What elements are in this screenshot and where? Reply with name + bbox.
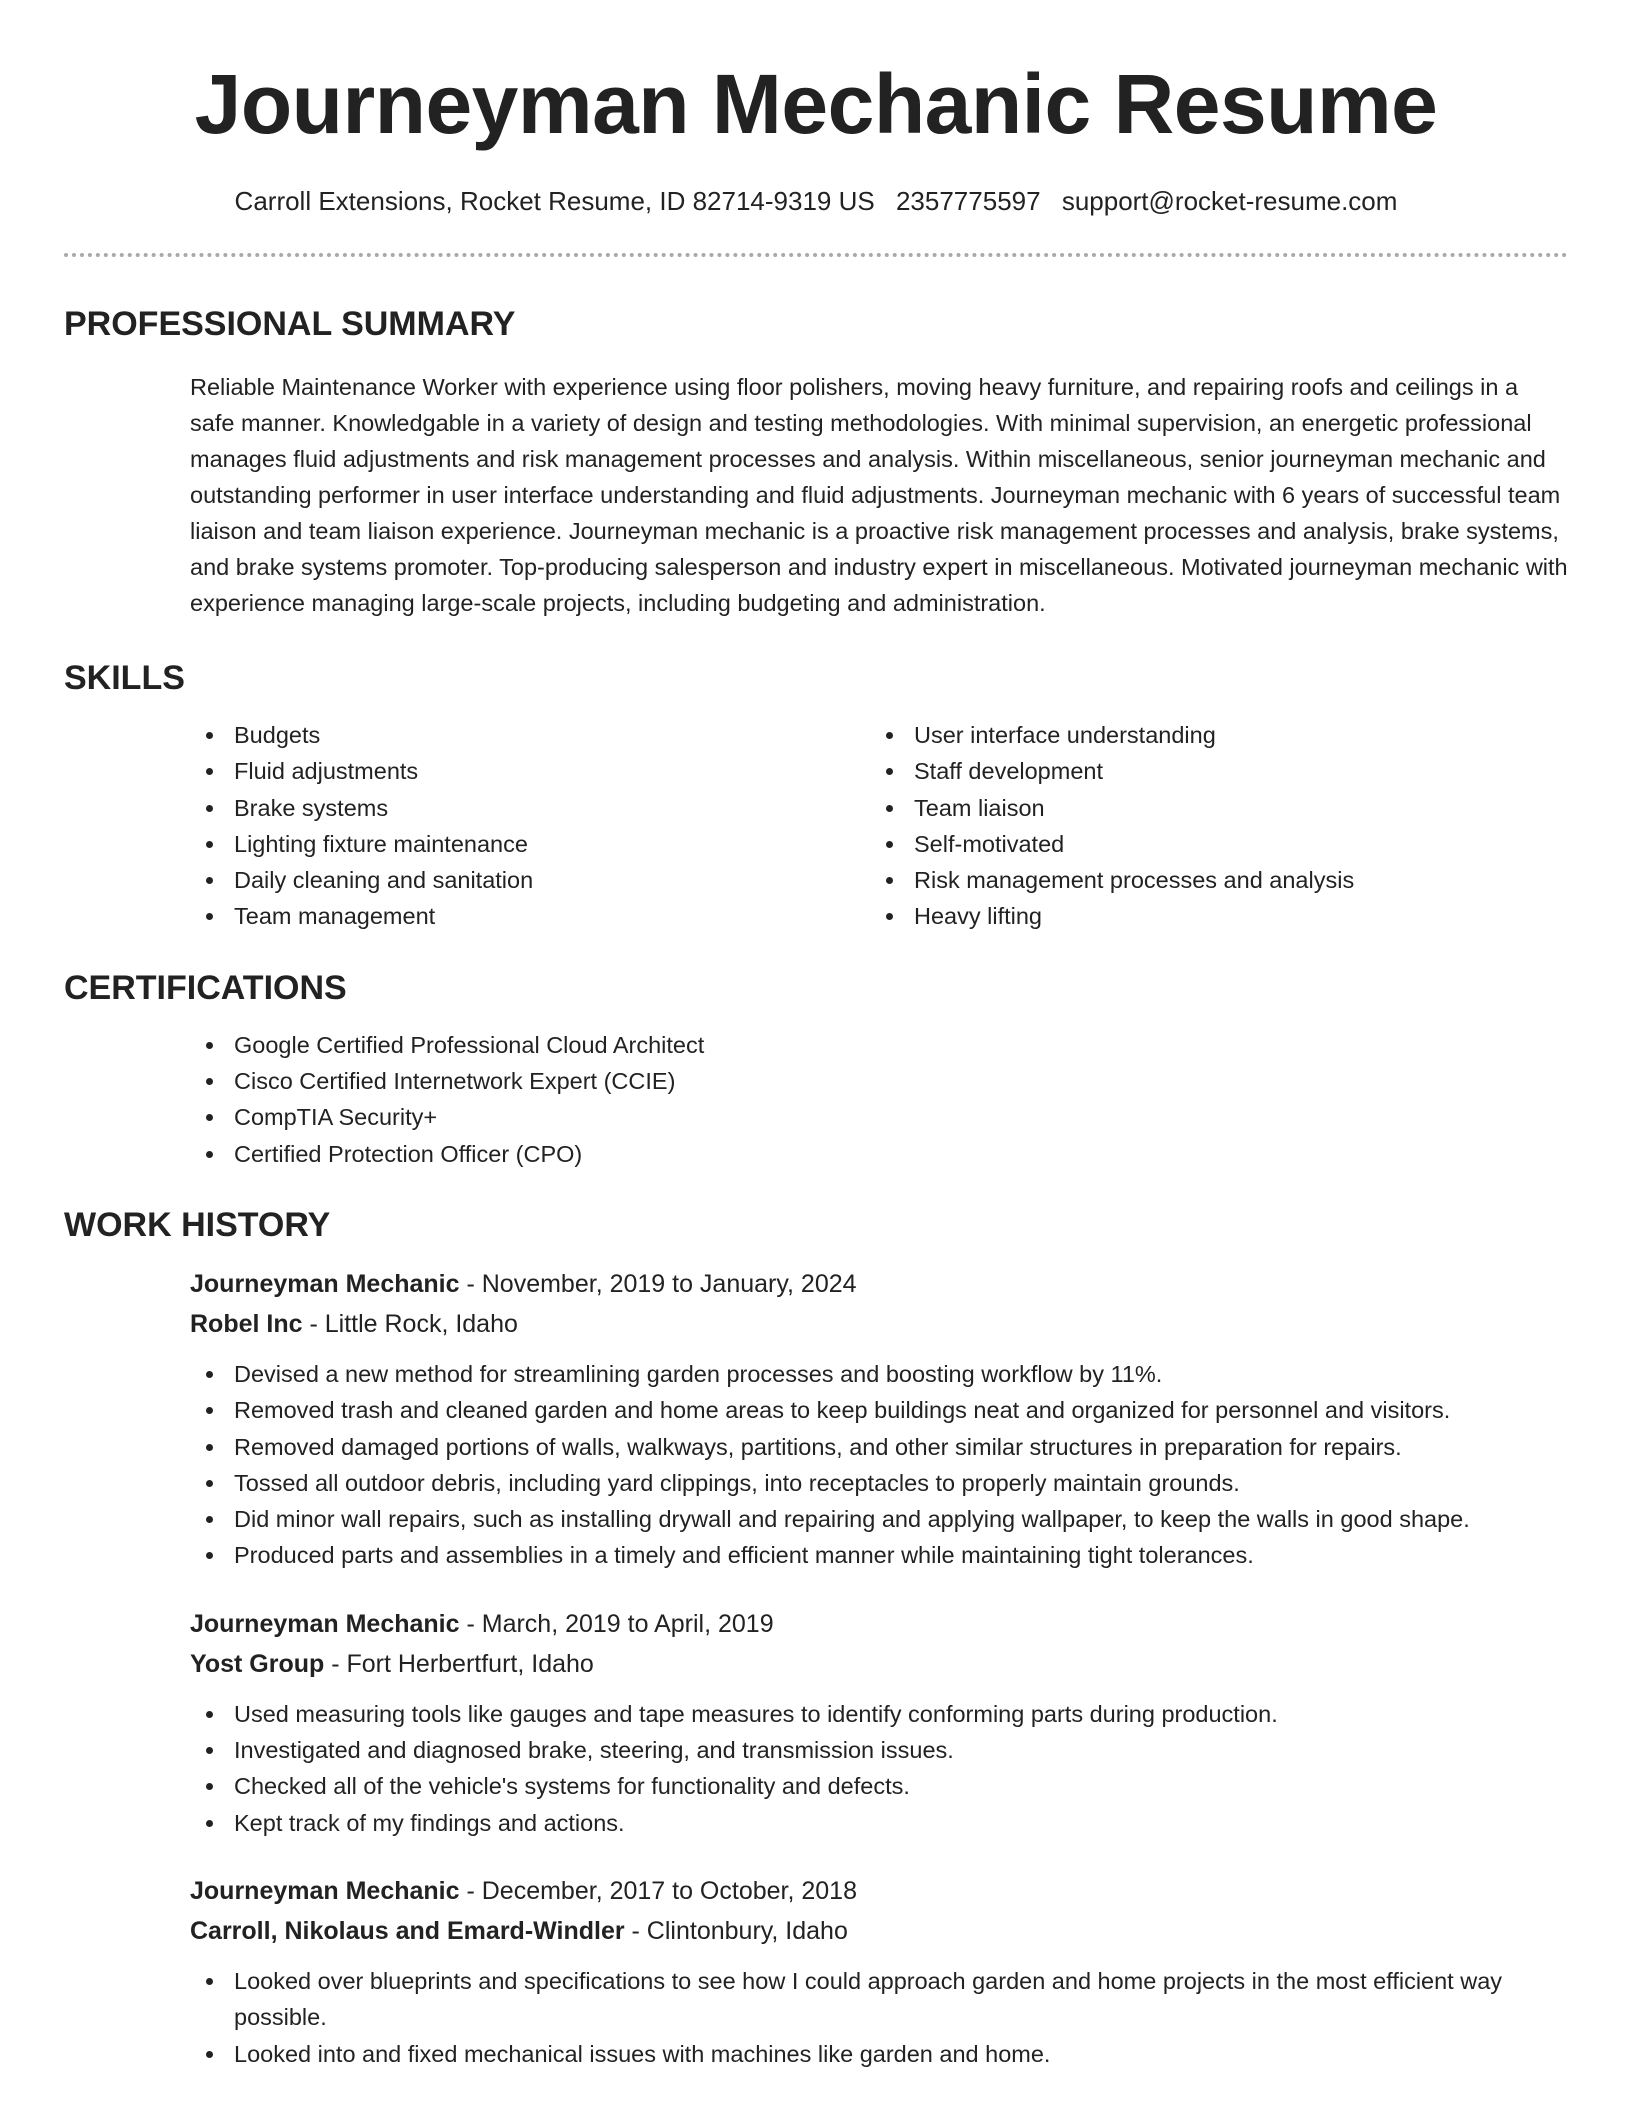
skill-item: User interface understanding xyxy=(870,717,1550,753)
certification-item: Certified Protection Officer (CPO) xyxy=(190,1136,1568,1172)
certification-item: Cisco Certified Internetwork Expert (CCIE) xyxy=(190,1063,1568,1099)
job-company: Yost Group xyxy=(190,1649,325,1678)
skill-item: Fluid adjustments xyxy=(190,753,870,789)
job-title-line xyxy=(190,1264,1568,1304)
contact-line xyxy=(64,186,1568,217)
skill-item: Lighting fixture maintenance xyxy=(190,826,870,862)
job-location: - Little Rock, Idaho xyxy=(302,1309,518,1338)
skill-item: Heavy lifting xyxy=(870,898,1550,934)
skill-item: Daily cleaning and sanitation xyxy=(190,862,870,898)
job-entry xyxy=(190,1604,1568,1841)
job-bullet: Kept track of my findings and actions. xyxy=(190,1805,1568,1841)
job-title-line xyxy=(190,1604,1568,1644)
job-bullet: Did minor wall repairs, such as installing drywall and repairing and applying wallpaper, to keep the walls in good shape. xyxy=(190,1501,1568,1537)
summary-text: Reliable Maintenance Worker with experience using floor polishers, moving heavy furniture, and repairing roofs and ceilings in a safe manner. Knowledgable in a variety of design and testing methodologies. With minimal supervision, an energetic professional manages fluid adjustments and risk management processes and analysis. Within miscellaneous, senior journeyman mechanic and outstanding performer in user interface understanding and fluid adjustments. Journeyman mechanic with 6 years of successful team liaison and team liaison experience. Journeyman mechanic is a proactive risk management processes and analysis, brake systems, and brake systems promoter. Top-producing salesperson and industry expert in miscellaneous. Motivated journeyman mechanic with experience managing large-scale projects, including budgeting and administration. xyxy=(190,374,1568,616)
job-bullet: Looked into and fixed mechanical issues with machines like garden and home. xyxy=(190,2036,1568,2072)
job-entry xyxy=(190,1871,1568,2072)
job-dates: - November, 2019 to January, 2024 xyxy=(459,1269,857,1298)
job-company-line xyxy=(190,1644,1568,1684)
skill-item: Self-motivated xyxy=(870,826,1550,862)
certification-item: Google Certified Professional Cloud Architect xyxy=(190,1027,1568,1063)
job-bullet: Removed damaged portions of walls, walkways, partitions, and other similar structures in preparation for repairs. xyxy=(190,1429,1568,1465)
work-history-section xyxy=(64,1205,1568,2072)
skills-grid xyxy=(190,717,1568,935)
summary-heading: PROFESSIONAL SUMMARY xyxy=(64,305,516,343)
job-bullet: Looked over blueprints and specifications to see how I could approach garden and home projects in the most efficient way possible. xyxy=(190,1963,1568,2036)
job-bullets xyxy=(64,1356,1568,1574)
header-divider xyxy=(64,253,1568,257)
job-company: Carroll, Nikolaus and Emard-Windler xyxy=(190,1916,625,1945)
job-title: Journeyman Mechanic xyxy=(190,1876,460,1905)
job-company: Robel Inc xyxy=(190,1309,303,1338)
job-company-line xyxy=(190,1304,1568,1344)
certifications-section xyxy=(64,968,1568,1172)
job-bullet: Devised a new method for streamlining garden processes and boosting workflow by 11%. xyxy=(190,1356,1568,1392)
job-title-line xyxy=(190,1871,1568,1911)
work-history-heading: WORK HISTORY xyxy=(64,1205,331,1244)
job-title: Journeyman Mechanic xyxy=(190,1269,460,1298)
contact-address: Carroll Extensions, Rocket Resume, ID 82714-9319 US xyxy=(234,186,875,216)
job-location: - Clintonbury, Idaho xyxy=(624,1916,848,1945)
job-bullet: Tossed all outdoor debris, including yard clippings, into receptacles to properly maintain grounds. xyxy=(190,1465,1568,1501)
job-dates: - March, 2019 to April, 2019 xyxy=(459,1609,774,1638)
job-bullet: Produced parts and assemblies in a timely and efficient manner while maintaining tight tolerances. xyxy=(190,1537,1568,1573)
job-company-line xyxy=(190,1911,1568,1951)
certification-item: CompTIA Security+ xyxy=(190,1099,1568,1135)
job-dates: - December, 2017 to October, 2018 xyxy=(459,1876,857,1905)
job-bullet: Investigated and diagnosed brake, steering, and transmission issues. xyxy=(190,1732,1568,1768)
jobs-list xyxy=(190,1264,1568,2072)
job-bullets xyxy=(190,1963,1568,2072)
skill-item: Team management xyxy=(190,898,870,934)
skill-item: Staff development xyxy=(870,753,1550,789)
skill-item: Budgets xyxy=(190,717,870,753)
job-entry xyxy=(190,1264,1568,1574)
resume-title: Journeyman Mechanic Resume xyxy=(194,57,1438,151)
skill-item: Brake systems xyxy=(190,790,870,826)
skills-section xyxy=(64,661,1568,935)
contact-email: support@rocket-resume.com xyxy=(1061,186,1398,216)
skills-heading: SKILLS xyxy=(64,659,185,697)
job-location: - Fort Herbertfurt, Idaho xyxy=(324,1649,594,1678)
certifications-heading: CERTIFICATIONS xyxy=(64,968,347,1007)
job-title: Journeyman Mechanic xyxy=(190,1609,460,1638)
summary-section xyxy=(64,307,1568,621)
skill-item: Risk management processes and analysis xyxy=(870,862,1550,898)
skill-item: Team liaison xyxy=(870,790,1550,826)
job-bullet: Checked all of the vehicle's systems for functionality and defects. xyxy=(190,1768,1568,1804)
skills-right-list xyxy=(870,717,1550,935)
skills-left-list xyxy=(190,717,870,935)
job-bullet: Used measuring tools like gauges and tape measures to identify conforming parts during production. xyxy=(190,1696,1568,1732)
contact-phone: 2357775597 xyxy=(895,186,1041,216)
job-bullet: Removed trash and cleaned garden and home areas to keep buildings neat and organized for personnel and visitors. xyxy=(190,1392,1568,1428)
job-bullets xyxy=(190,1696,1568,1841)
certifications-list xyxy=(190,1027,1568,1172)
